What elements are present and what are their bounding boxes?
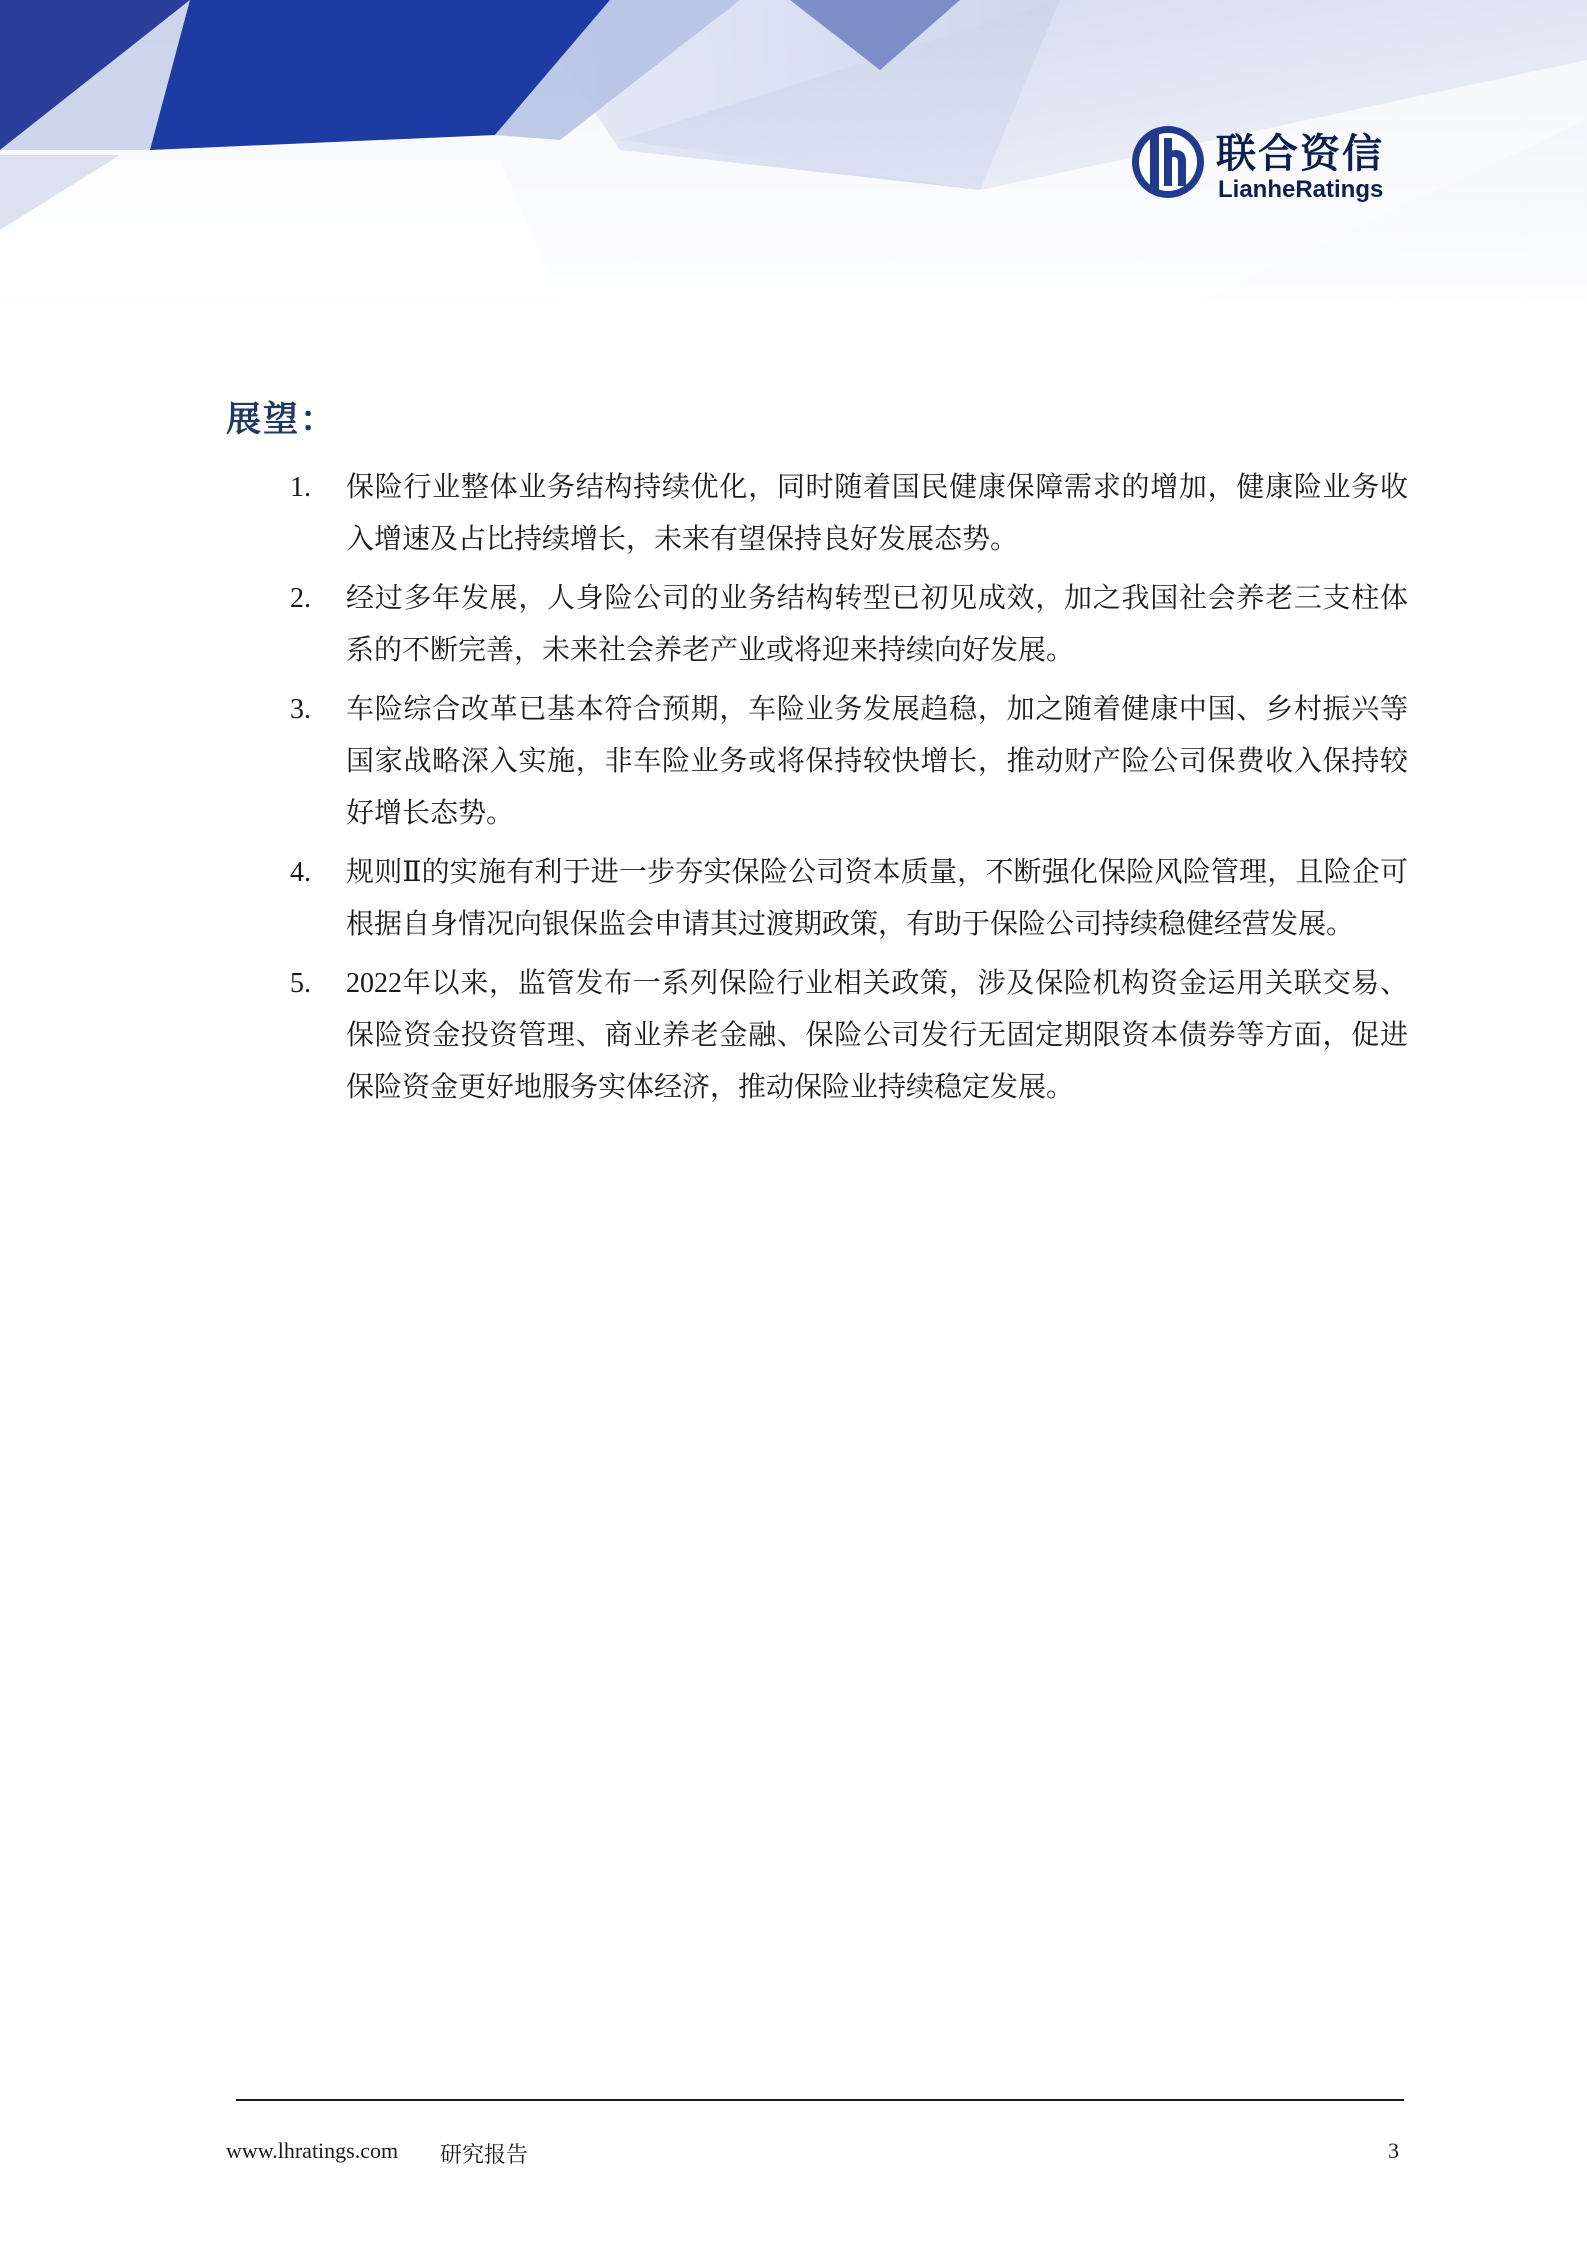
list-item-number: 4.	[290, 857, 311, 888]
brand-logo	[1130, 118, 1410, 208]
footer-divider	[236, 2099, 1404, 2101]
footer-website-link[interactable]: www.lhratings.com	[226, 2138, 399, 2163]
list-item-number: 1.	[290, 472, 311, 503]
list-item	[0, 847, 1587, 951]
footer-report-label: 研究报告	[440, 2142, 529, 2167]
lianhe-logo-icon	[1130, 122, 1206, 202]
page-number: 3	[1388, 2138, 1399, 2163]
outlook-list	[0, 462, 1587, 1121]
list-item-text: 保险行业整体业务结构持续优化，同时随着国民健康保障需求的增加，健康险业务收入增速及占比持续增长，未来有望保持良好发展态势。	[346, 472, 1408, 555]
logo-english-name: LianheRatings	[1218, 176, 1384, 203]
list-item	[0, 462, 1587, 566]
list-item-text: 车险综合改革已基本符合预期，车险业务发展趋稳，加之随着健康中国、乡村振兴等国家战略深入实施，非车险业务或将保持较快增长，推动财产险公司保费收入保持较好增长态势。	[346, 694, 1408, 829]
list-item-number: 3.	[290, 694, 311, 725]
list-item-text: 2022年以来，监管发布一系列保险行业相关政策，涉及保险机构资金运用关联交易、保险资金投资管理、商业养老金融、保险公司发行无固定期限资本债券等方面，促进保险资金更好地服务实体经济，推动保险业持续稳定发展。	[346, 968, 1408, 1103]
list-item	[0, 958, 1587, 1114]
list-item-text: 经过多年发展，人身险公司的业务结构转型已初见成效，加之我国社会养老三支柱体系的不断完善，未来社会养老产业或将迎来持续向好发展。	[346, 583, 1408, 666]
logo-chinese-name: 联合资信	[1216, 131, 1384, 177]
list-item-number: 5.	[290, 968, 311, 999]
list-item-text: 规则Ⅱ的实施有利于进一步夯实保险公司资本质量，不断强化保险风险管理，且险企可根据自身情况向银保监会申请其过渡期政策，有助于保险公司持续稳健经营发展。	[346, 857, 1408, 940]
list-item	[0, 573, 1587, 677]
list-item	[0, 684, 1587, 840]
list-item-number: 2.	[290, 583, 311, 614]
section-title: 展望：	[226, 400, 338, 440]
